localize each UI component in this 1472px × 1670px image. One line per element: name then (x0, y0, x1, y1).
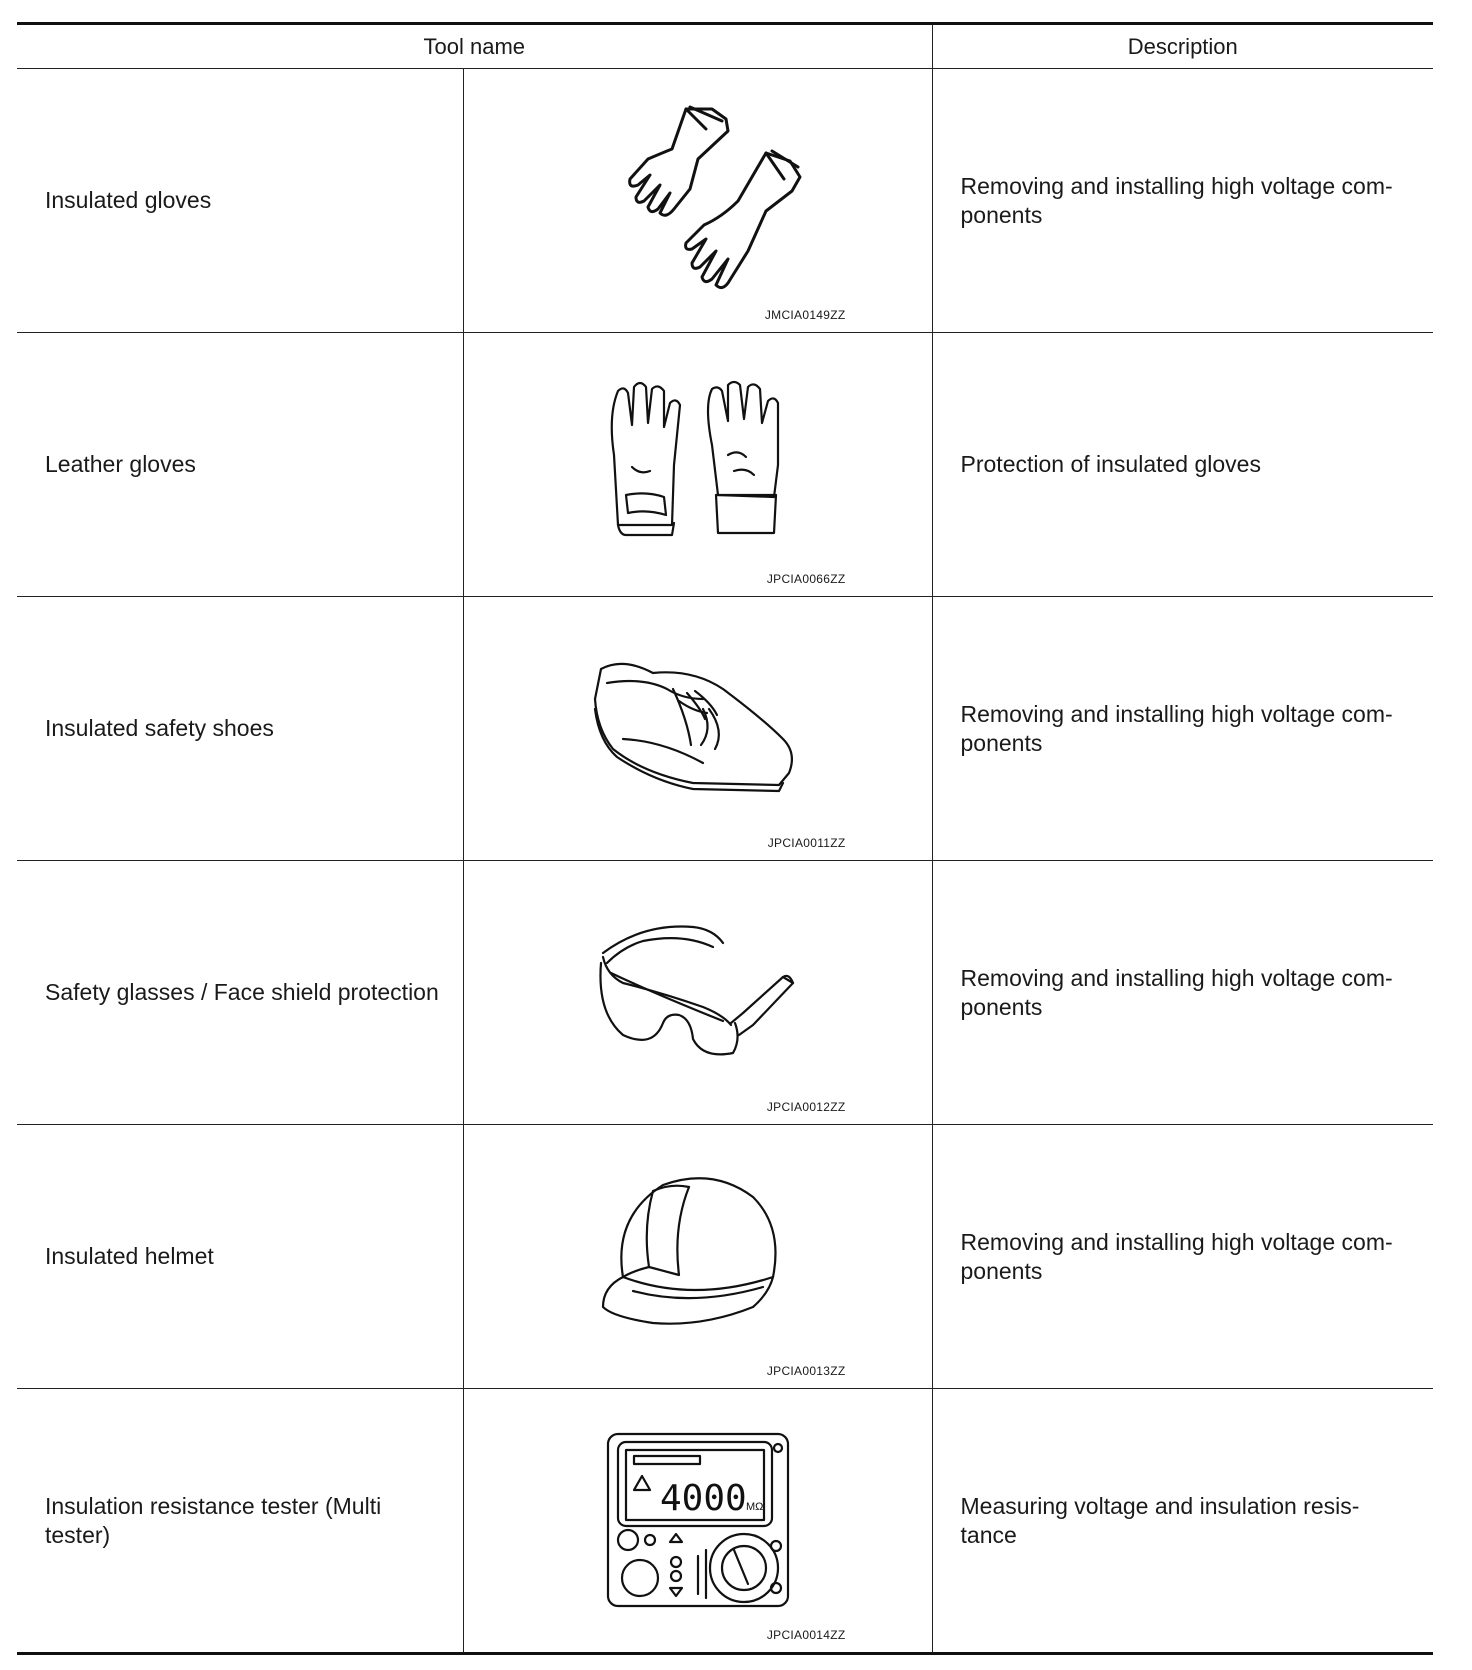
table-row (17, 1125, 1433, 1389)
warning-icon (634, 1476, 650, 1490)
insulation-tester-icon (598, 1426, 798, 1616)
description-text: Protection of insulated gloves (960, 451, 1261, 477)
helmet-icon (593, 1167, 803, 1347)
figure-code: JPCIA0014ZZ (766, 1628, 846, 1642)
display-unit: MΩ (745, 1500, 763, 1513)
tool-image-cell (463, 1125, 932, 1389)
description-text: Removing and installing high voltage com-ponents (960, 964, 1393, 1020)
tool-name: Insulated safety shoes (45, 715, 274, 741)
safety-shoe-icon (583, 649, 813, 809)
description-text: Removing and installing high voltage com-ponents (960, 1228, 1393, 1284)
safety-glasses-icon (583, 913, 813, 1073)
table-row (17, 597, 1433, 861)
tool-name: Insulated helmet (45, 1243, 214, 1269)
tool-name: Safety glasses / Face shield protection (45, 979, 439, 1005)
header-tool-name: Tool name (17, 24, 932, 69)
tool-image-cell (463, 861, 932, 1125)
tool-image-cell (463, 1389, 932, 1654)
description-cell (932, 861, 1433, 1125)
tool-name-cell (17, 1125, 463, 1389)
tool-name-cell (17, 69, 463, 333)
tool-name-cell (17, 597, 463, 861)
description-text: Measuring voltage and insulation resis-tance (960, 1492, 1360, 1548)
table-row (17, 333, 1433, 597)
tool-table (17, 22, 1433, 1655)
figure-code: JMCIA0149ZZ (764, 308, 846, 322)
description-cell (932, 333, 1433, 597)
description-text: Removing and installing high voltage com-ponents (960, 700, 1393, 756)
display-reading: 4000 (659, 1477, 747, 1519)
figure-code: JPCIA0012ZZ (766, 1100, 846, 1114)
bargraph-segments (634, 1456, 700, 1464)
tool-image-cell (463, 333, 932, 597)
table-row (17, 69, 1433, 333)
tool-name: Leather gloves (45, 451, 196, 477)
description-cell (932, 69, 1433, 333)
description-cell (932, 1389, 1433, 1654)
description-text: Removing and installing high voltage com-ponents (960, 172, 1393, 228)
tool-name: Insulation resistance tester (Multi tester) (45, 1492, 382, 1548)
figure-code: JPCIA0013ZZ (766, 1364, 846, 1378)
tool-name: Insulated gloves (45, 187, 212, 213)
tool-image-cell (463, 597, 932, 861)
tool-name-cell (17, 333, 463, 597)
description-cell (932, 597, 1433, 861)
table-header-row (17, 24, 1433, 69)
tool-name-cell (17, 1389, 463, 1654)
insulated-gloves-icon (578, 101, 818, 301)
tool-name-cell (17, 861, 463, 1125)
description-cell (932, 1125, 1433, 1389)
table-row (17, 861, 1433, 1125)
header-description: Description (932, 24, 1433, 69)
table-row (17, 1389, 1433, 1654)
figure-code: JPCIA0011ZZ (767, 836, 846, 850)
leather-gloves-icon (588, 375, 808, 555)
tool-image-cell (463, 69, 932, 333)
figure-code: JPCIA0066ZZ (766, 572, 846, 586)
